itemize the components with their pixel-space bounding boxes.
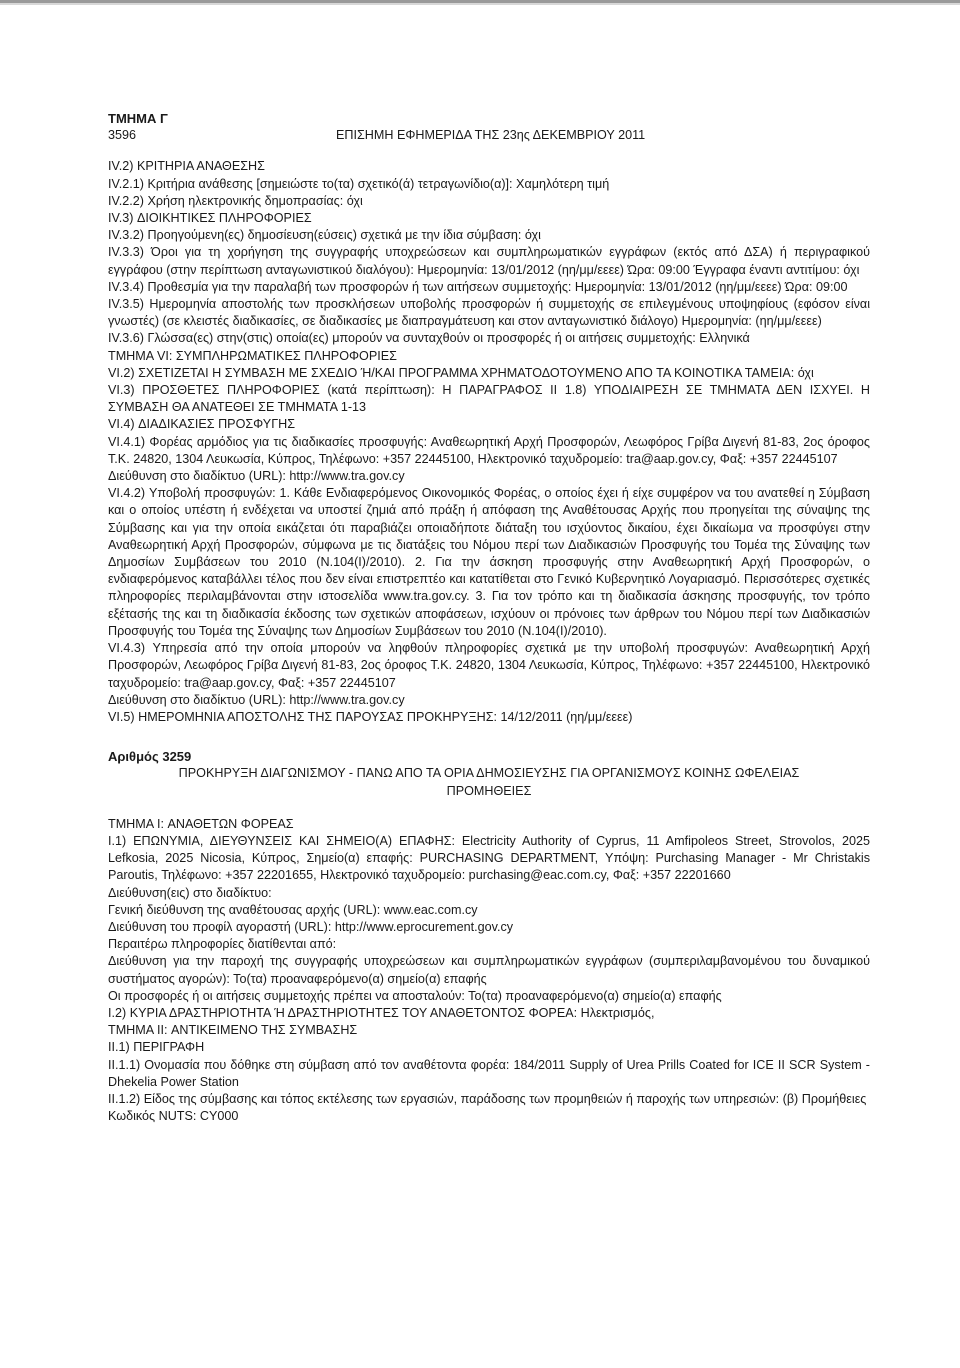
notice-line: Κωδικός NUTS: CY000 [108,1109,239,1124]
gazette-page [108,110,870,1125]
notice-line: Οι προσφορές ή οι αιτήσεις συμμετοχής πρέπει να αποσταλούν: Το(τα) προαναφερόμενο(α) σημείο(α) επαφής [108,988,722,1003]
first-notice [108,158,870,726]
notice-line: Περαιτέρω πληροφορίες διατίθενται από: [108,937,337,952]
notice-line: II.1.1) Ονομασία που δόθηκε στη σύμβαση από τον αναθέτοντα φορέα: 184/2011 Supply of Urea Prills Coated for ICE II SCR System - Dhekelia Power Station [108,1057,870,1089]
notice-line: VI.2) ΣΧΕΤΙΖΕΤΑΙ Η ΣΥΜΒΑΣΗ ΜΕ ΣΧΕΔΙΟ Ή/ΚΑΙ ΠΡΟΓΡΑΜΜΑ ΧΡΗΜΑΤΟΔΟΤΟΥΜΕΝΟ ΑΠΟ ΤΑ ΚΟΙΝΟΤΙΚΑ ΤΑΜΕΙΑ: όχι [108,365,814,380]
notice-line: I.2) ΚΥΡΙΑ ΔΡΑΣΤΗΡΙΟΤΗΤΑ Ή ΔΡΑΣΤΗΡΙΟΤΗΤΕΣ ΤΟΥ ΑΝΑΘΕΤΟΝΤΟΣ ΦΟΡΕΑ: Ηλεκτρισμός, [108,1005,655,1020]
notice-line: VI.3) ΠΡΟΣΘΕΤΕΣ ΠΛΗΡΟΦΟΡΙΕΣ (κατά περίπτωση): Η ΠΑΡΑΓΡΑΦΟΣ II 1.8) ΥΠΟΔΙΑΙΡΕΣΗ ΣΕ ΤΜΗΜΑΤΑ ΔΕΝ ΙΣΧΥΕΙ. Η ΣΥΜΒΑΣΗ ΘΑ ΑΝΑΤΕΘΕΙ ΣΕ ΤΜΗΜΑΤΑ 1-13 [108,383,870,415]
notice-line: ΤΜΗΜΑ VI: ΣΥΜΠΛΗΡΩΜΑΤΙΚΕΣ ΠΛΗΡΟΦΟΡΙΕΣ [108,348,397,363]
notice-line: ΤΜΗΜΑ I: ΑΝΑΘΕΤΩΝ ΦΟΡΕΑΣ [108,816,294,831]
notice-line: II.1.2) Είδος της σύμβασης και τόπος εκτέλεσης των εργασιών, παράδοσης των προμηθειών ή παροχής των υπηρεσιών: (β) Προμήθειες [108,1091,867,1106]
notice-line: VI.4) ΔΙΑΔΙΚΑΣΙΕΣ ΠΡΟΣΦΥΓΗΣ [108,417,296,432]
page-header [108,127,870,144]
notice-line: IV.3.6) Γλώσσα(ες) στην(στις) οποία(ες) μπορούν να συνταχθούν οι προσφορές ή οι αιτήσεις συμμετοχής: Ελληνικά [108,331,750,346]
section-mark: ΤΜΗΜΑ Γ [108,111,168,126]
notice-line: ΤΜΗΜΑ II: ΑΝΤΙΚΕΙΜΕΝΟ ΤΗΣ ΣΥΜΒΑΣΗΣ [108,1023,358,1038]
notice-number: Αριθμός 3259 [108,749,192,765]
notice-line: Διεύθυνση του προφίλ αγοραστή (URL): http://www.eprocurement.gov.cy [108,919,514,934]
notice-line: VI.5) ΗΜΕΡΟΜΗΝΙΑ ΑΠΟΣΤΟΛΗΣ ΤΗΣ ΠΑΡΟΥΣΑΣ ΠΡΟΚΗΡΥΞΗΣ: 14/12/2011 (ηη/μμ/εεεε) [108,709,633,724]
notice-line: Διεύθυνση στο διαδίκτυο (URL): http://www.tra.gov.cy [108,469,405,484]
notice-line: IV.3.5) Ημερομηνία αποστολής των προσκλήσεων υποβολής προσφορών ή συμμετοχής σε επιλεγμένους υποψηφίους (εφόσον είναι γνωστές) (σε κλειστές διαδικασίες, σε διαδικασίες με διαπραγμάτευση και στον ανταγωνιστικό διάλογο) Ημερομηνία: (ηη/μμ/εεεε) [108,297,870,329]
gazette-title: ΕΠΙΣΗΜΗ ΕΦΗΜΕΡΙΔΑ ΤΗΣ 23ης ΔΕΚΕΜΒΡΙΟΥ 2011 [336,128,646,143]
notice-line: VI.4.2) Υποβολή προσφυγών: 1. Κάθε Ενδιαφερόμενος Οικονομικός Φορέας, ο οποίος έχει ή είχε συμφέρον να του ανατεθεί η Σύμβαση και ο οποίος υπέστη ή ενδέχεται να υποστεί ζημιά από πράξη ή απόφαση της Αναθέτουσας Αρχής που προηγείται της σύναψης της Σύμβασης και για την οποία εικάζεται ότι παραβιάζει οποιαδήποτε διάταξη του ισχύοντος δικαίου, έχει δικαίωμα να προσφύγει στην Αναθεωρητική Αρχή Προσφορών, σύμφωνα με τις διατάξεις του Νόμου περί των Διαδικασιών Προσφυγής του Τομέα της Σύναψης των Δημοσίων Συμβάσεων του 2010 (N.104(I)/2010). 2. Για την άσκηση προσφυγής στην Αναθεωρητική Αρχή Προσφορών, ο ενδιαφερόμενος καταβάλλει τέλος που δεν είναι επιστρεπτέο και κατατίθεται στο Γενικό Κυβερνητικό Λογαριασμό. Περισσότερες σχετικές πληροφορίες περιλαμβάνονται στην ιστοσελίδα www.tra.gov.cy. 3. Για τον τρόπο και τη διαδικασία άσκησης προσφυγής, τον τρόπο εξέτασής της και τη διαδικασία έκδοσης των σχετικών αποφάσεων, ισχύουν οι πρόνοιες των άρθρων του Νόμου περί των Διαδικασιών Προσφυγής του Τομέα της Σύναψης των Δημοσίων Συμβάσεων του 2010 (N.104(I)/2010). [108,486,870,638]
notice-line: Γενική διεύθυνση της αναθέτουσας αρχής (URL): www.eac.com.cy [108,902,478,917]
notice-line: Διεύθυνση στο διαδίκτυο (URL): http://www.tra.gov.cy [108,692,405,707]
notice-line: IV.2.2) Χρήση ηλεκτρονικής δημοπρασίας: όχι [108,193,363,208]
notice-line: IV.2.1) Κριτήρια ανάθεσης [σημειώστε το(τα) σχετικό(ά) τετραγωνίδιο(α)]: Χαμηλότερη τιμή [108,176,610,191]
notice-line: IV.2) ΚΡΙΤΗΡΙΑ ΑΝΑΘΕΣΗΣ [108,159,265,174]
page-number: 3596 [108,128,137,143]
notice-line: IV.3.4) Προθεσμία για την παραλαβή των προσφορών ή των αιτήσεων συμμετοχής: Ημερομηνία: 13/01/2012 (ηη/μμ/εεεε) Ώρα: 09:00 [108,279,848,294]
notice-line: I.1) ΕΠΩΝΥΜΙΑ, ΔΙΕΥΘΥΝΣΕΙΣ ΚΑΙ ΣΗΜΕΙΟ(Α) ΕΠΑΦΗΣ: Electricity Authority of Cyprus, 11 Amfipoleos Street, Strovolos, 2025 Lefkosia, 2025 Nicosia, Κύπρος, Σημείο(α) επαφής: PURCHASING DEPARTMENT, Υπόψη: Purchasing Manager - Mr Christakis Paroutis, Τηλέφωνο: +357 22201655, Ηλεκτρονικό ταχυδρομείο: purchasing@eac.com.cy, Φαξ: +357 22201660 [108,833,870,883]
notice-line: Διεύθυνση για την παροχή της συγγραφής υποχρεώσεων και συμπληρωματικών εγγράφων (συμπεριλαμβανομένου του δυναμικού συστήματος αγορών): Το(τα) προαναφερόμενο(α) σημείο(α) επαφής [108,954,870,986]
notice-line: IV.3.3) Όροι για τη χορήγηση της συγγραφής υποχρεώσεων και συμπληρωματικών εγγράφων (εκτός από ΔΣΑ) ή περιγραφικού εγγράφου (στην περίπτωση ανταγωνιστικού διαλόγου): Ημερομηνία: 13/01/2012 (ηη/μμ/εεεε) Ώρα: 09:00 Έγγραφα έναντι αντιτίμου: όχι [108,245,870,277]
notice-line: VI.4.1) Φορέας αρμόδιος για τις διαδικασίες προσφυγής: Αναθεωρητική Αρχή Προσφορών, Λεωφόρος Γρίβα Διγενή 81-83, 2ος όροφος Τ.Κ. 24820, 1304 Λευκωσία, Κύπρος, Τηλέφωνο: +357 22445100, Ηλεκτρονικό ταχυδρομείο: tra@aap.gov.cy, Φαξ: +357 22445107 [108,434,870,466]
notice-line: IV.3) ΔΙΟΙΚΗΤΙΚΕΣ ΠΛΗΡΟΦΟΡΙΕΣ [108,211,312,226]
notice-title: ΠΡΟΚΗΡΥΞΗ ΔΙΑΓΩΝΙΣΜΟΥ - ΠΑΝΩ ΑΠΟ ΤΑ ΟΡΙΑ ΔΗΜΟΣΙΕΥΣΗΣ ΓΙΑ ΟΡΓΑΝΙΣΜΟΥΣ ΚΟΙΝΗΣ ΩΦΕΛΕΙΑΣ ΠΡΟΜΗΘΕΙΕΣ [178,766,800,798]
notice-line: II.1) ΠΕΡΙΓΡΑΦΗ [108,1040,205,1055]
second-notice [108,816,870,1126]
notice-line: VI.4.3) Υπηρεσία από την οποία μπορούν να ληφθούν πληροφορίες σχετικά με την υποβολή προσφυγών: Αναθεωρητική Αρχή Προσφορών, Λεωφόρος Γρίβα Διγενή 81-83, 2ος όροφος Τ.Κ. 24820, 1304 Λευκωσία, Κύπρος, Τηλέφωνο: +357 22445100, Ηλεκτρονικό ταχυδρομείο: tra@aap.gov.cy, Φαξ: +357 22445107 [108,641,870,690]
notice-line: IV.3.2) Προηγούμενη(ες) δημοσίευση(εύσεις) σχετικά με την ίδια σύμβαση: όχι [108,228,541,243]
scan-top-shadow [0,3,960,5]
notice-line: Διεύθυνση(εις) στο διαδίκτυο: [108,885,272,900]
